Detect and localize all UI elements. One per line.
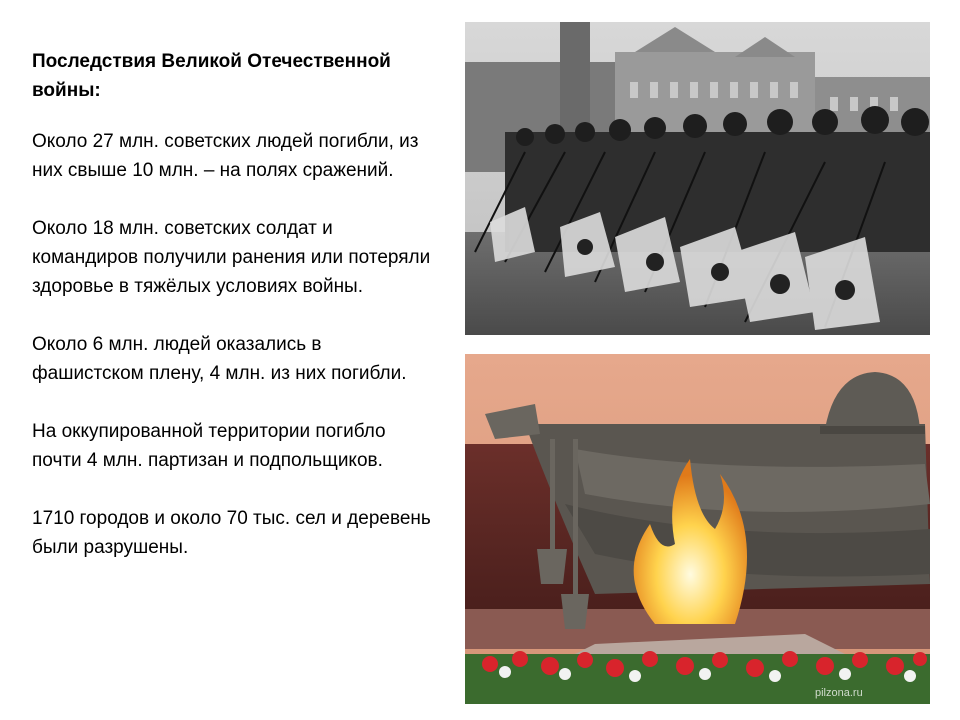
- eternal-flame-photo: [465, 354, 930, 704]
- paragraph-3: Около 6 млн. людей оказались в фашистском плену, 4 млн. из них погибли.: [32, 334, 407, 384]
- paragraph-2: Около 18 млн. советских солдат и командиров получили ранения или потеряли здоровье в тяжёлых условиях войны.: [32, 218, 431, 297]
- paragraph-5: 1710 городов и около 70 тыс. сел и деревень были разрушены.: [32, 508, 431, 558]
- victory-parade-photo: [465, 22, 930, 335]
- text-column: [32, 47, 432, 591]
- slide-title: Последствия Великой Отечественной войны:: [32, 51, 391, 101]
- watermark-text: pilzona.ru: [815, 687, 863, 699]
- paragraph-4: На оккупированной территории погибло почти 4 млн. партизан и подпольщиков.: [32, 421, 386, 471]
- paragraph-1: Около 27 млн. советских людей погибли, из них свыше 10 млн. – на полях сражений.: [32, 131, 419, 181]
